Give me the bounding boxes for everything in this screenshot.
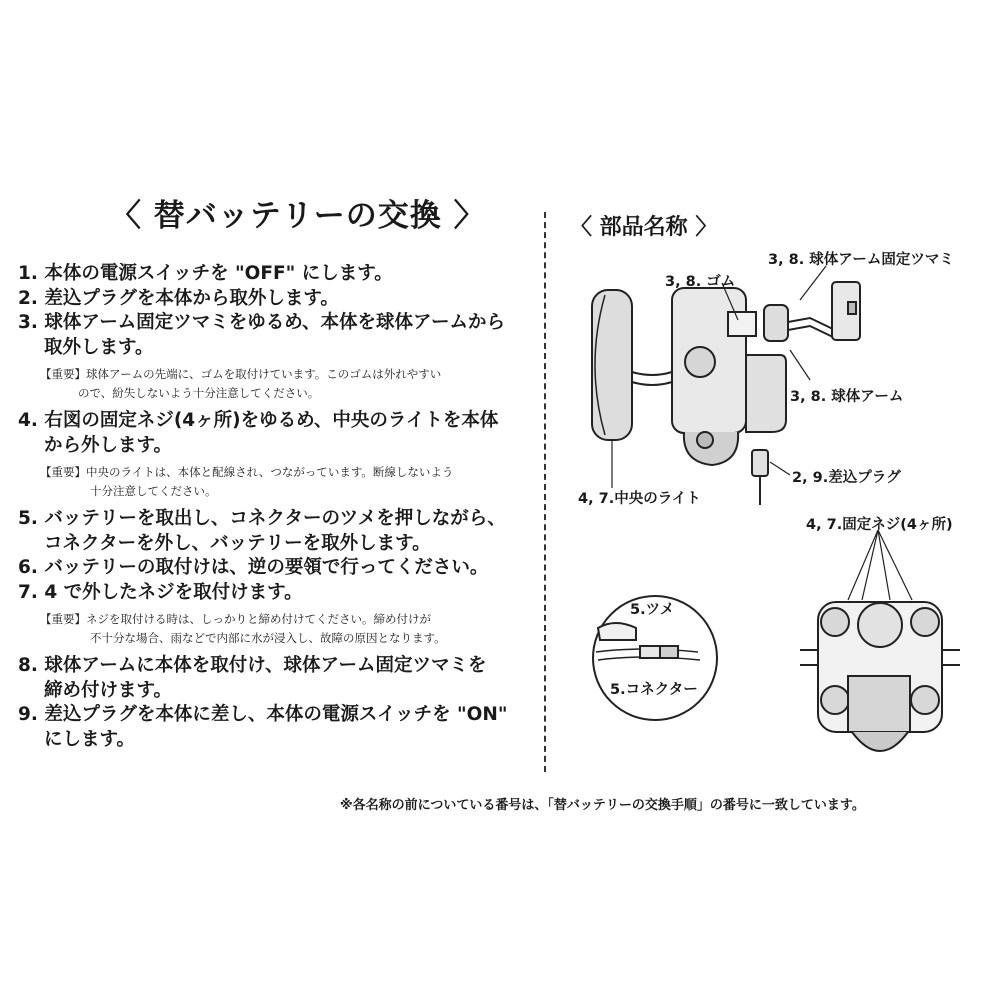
step-5-text-cont: コネクターを外し、バッテリーを取外します。 [44,532,431,554]
step-5-text: 5. バッテリーを取出し、コネクターのツメを押しながら、 [18,508,506,529]
label-center-light: 4, 7.中央のライト [578,491,701,507]
label-rubber: 3, 8. ゴム [665,274,736,290]
step-9-text-cont: にします。 [44,728,136,750]
step-8-text-cont: 締め付けます。 [44,679,173,701]
step-4-text-cont: から外します。 [44,434,173,456]
note-3-text: 【重要】ネジを取付ける時は、しっかりと締め付けてください。締め付けが [40,612,431,626]
note-1-text: 【重要】球体アームの先端に、ゴムを取付けています。このゴムは外れやすい [40,367,442,381]
step-3-text: 3. 球体アーム固定ツマミをゆるめ、本体を球体アームから [18,312,505,333]
step-8-text: 8. 球体アームに本体を取付け、球体アーム固定ツマミを [18,655,487,676]
step-4-text: 4. 右図の固定ネジ(4ヶ所)をゆるめ、中央のライトを本体 [18,410,499,431]
step-9-text: 9. 差込プラグを本体に差し、本体の電源スイッチを "ON" [18,704,508,725]
step-1-text: 1. 本体の電源スイッチを "OFF" にします。 [18,263,393,284]
label-connector: 5.コネクター [610,682,698,698]
step-3-text-cont: 取外します。 [44,336,154,358]
label-plug: 2, 9.差込プラグ [792,470,901,486]
footnote: ※各名称の前についている番号は、「替バッテリーの交換手順」の番号に一致しています。 [340,798,865,813]
parts-title: 〈 部品名称 〉 [570,215,718,240]
label-arm-knob: 3, 8. 球体アーム固定ツマミ [768,252,954,268]
step-7-text: 7. 4 で外したネジを取付けます。 [18,581,303,603]
step-2-text: 2. 差込プラグを本体から取外します。 [18,287,339,309]
device-front-view [800,602,960,751]
label-latch: 5.ツメ [630,602,675,618]
label-ball-arm: 3, 8. 球体アーム [790,389,904,405]
label-screws: 4, 7.固定ネジ(4ヶ所) [806,517,953,533]
step-6-text: 6. バッテリーの取付けは、逆の要領で行ってください。 [18,557,489,578]
note-2-text-cont: 十分注意してください。 [90,484,217,498]
page-title: 〈 替バッテリーの交換 〉 [110,198,486,234]
note-2-text: 【重要】中央のライトは、本体と配線され、つながっています。断線しないよう [40,465,454,479]
note-3-text-cont: 不十分な場合、雨などで内部に水が浸入し、故障の原因となります。 [90,631,446,645]
note-1-text-cont: ので、紛失しないよう十分注意してください。 [78,386,320,400]
